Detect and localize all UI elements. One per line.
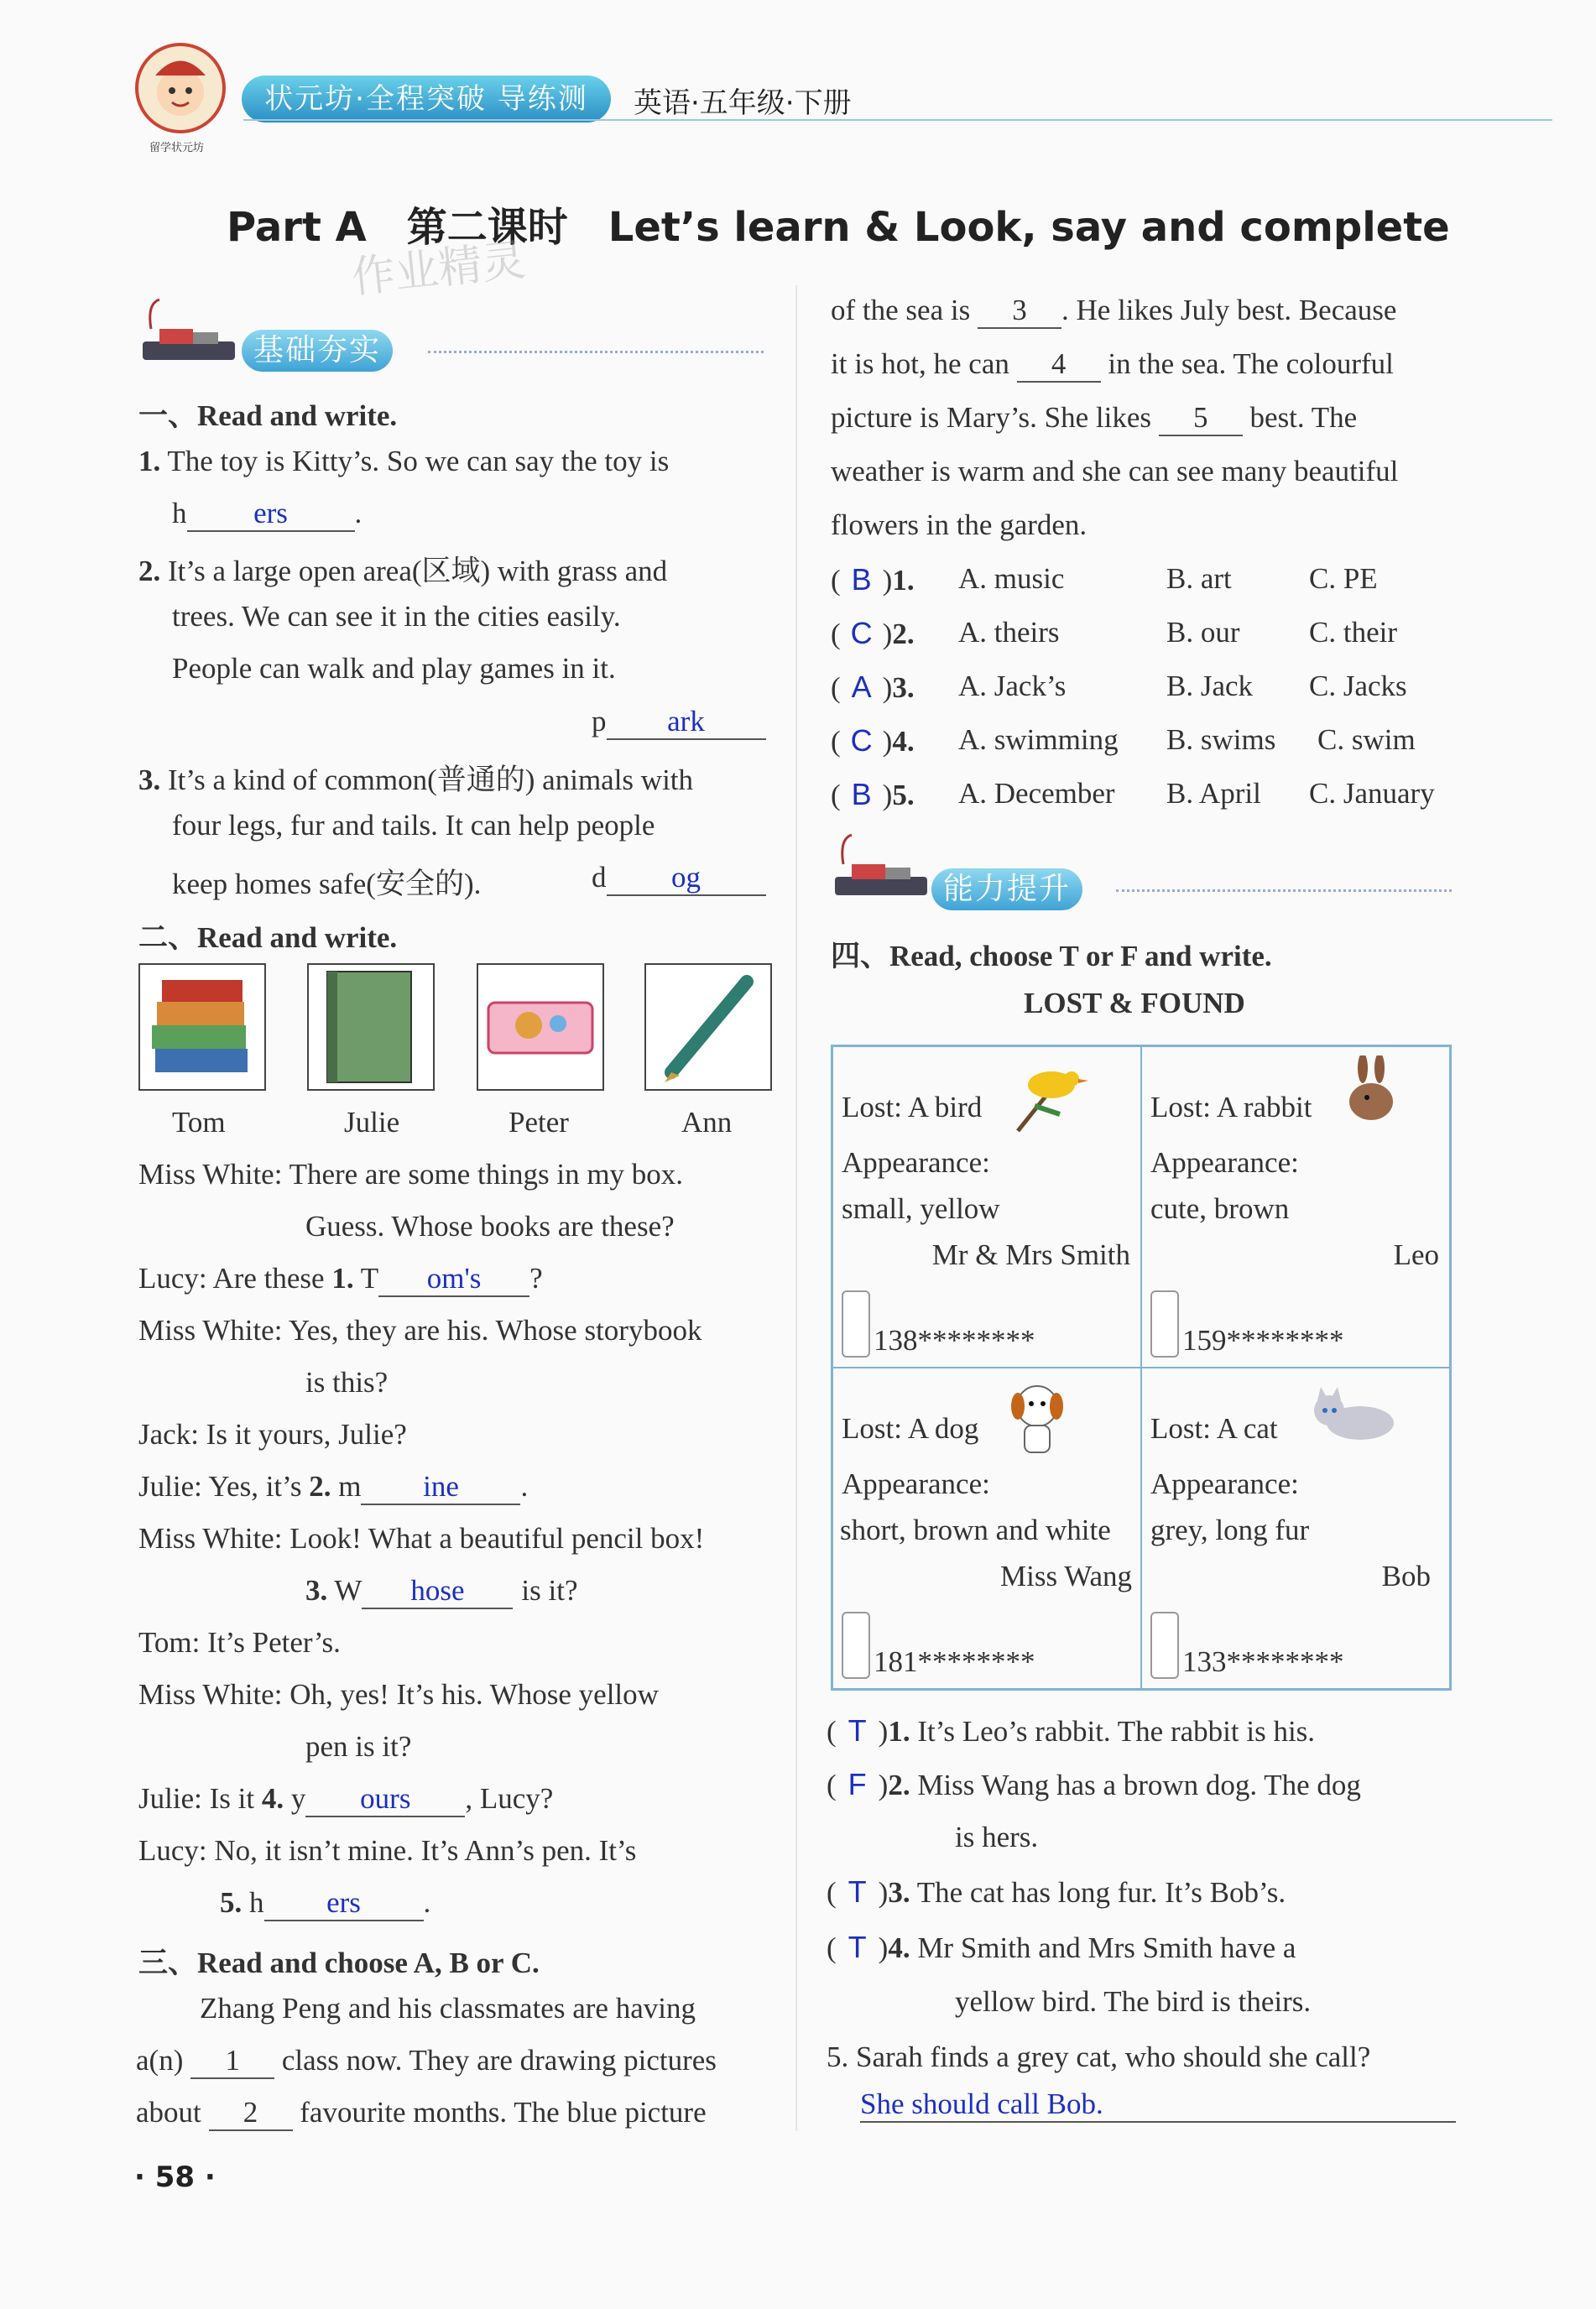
passage-blank: 2: [209, 2097, 293, 2131]
letter-hint: m: [331, 1470, 362, 1503]
choice-row: [831, 723, 915, 758]
paren-open: (: [831, 671, 841, 704]
dialogue-line: [305, 1574, 577, 1609]
passage-line: [831, 347, 1394, 383]
letter-hint: W: [327, 1574, 362, 1607]
question-number: 5.: [220, 1886, 243, 1919]
letter-hint: h: [172, 497, 187, 529]
card-description: short, brown and white: [840, 1514, 1111, 1546]
question-number: 1.: [331, 1262, 354, 1295]
answer-blank[interactable]: hose: [362, 1575, 513, 1609]
subject-label: 英语·五年级·下册: [634, 86, 852, 120]
question-number: 3.: [138, 764, 161, 796]
section-3-heading: 三、Read and choose A, B or C.: [138, 1947, 540, 1979]
column-divider: [795, 285, 797, 2131]
rabbit-icon: [1333, 1055, 1409, 1139]
passage-text: class now. They are drawing pictures: [281, 2044, 717, 2077]
passage-line: [136, 2096, 707, 2131]
statement-text: Miss Wang has a brown dog. The dog: [917, 1769, 1361, 1801]
punctuation: .: [354, 497, 362, 529]
card-phone: [1150, 1290, 1344, 1358]
section-2-heading: 二、Read and write.: [138, 921, 398, 954]
paren-close: ): [882, 725, 893, 758]
question-number: 4.: [892, 725, 915, 758]
card-phone: [842, 1612, 1035, 1679]
passage-text: . He likes July best. Because: [1061, 294, 1397, 326]
tf-answer[interactable]: T: [848, 1713, 867, 1748]
passage-line: Zhang Peng and his classmates are having: [200, 1992, 696, 2025]
passage-blank: 1: [190, 2045, 274, 2079]
speaker-text: , Lucy?: [465, 1782, 554, 1815]
answer-blank[interactable]: ers: [264, 1887, 424, 1921]
section-badge-ability: 能力提升: [931, 868, 1082, 910]
choice-a: A. theirs: [958, 616, 1060, 649]
choice-c: C. swim: [1317, 723, 1416, 756]
passage-line: flowers in the garden.: [831, 508, 1087, 541]
statement-text: It’s Leo’s rabbit. The rabbit is his.: [917, 1715, 1316, 1748]
name-peter: Peter: [509, 1106, 569, 1139]
letter-hint: T: [353, 1262, 379, 1295]
question-number: 2.: [892, 618, 915, 650]
pen-image: [644, 963, 772, 1091]
passage-text: favourite months. The blue picture: [300, 2096, 707, 2129]
choice-answer[interactable]: C: [850, 723, 873, 758]
speaker-text: is it?: [521, 1574, 578, 1607]
answer-blank[interactable]: ers: [187, 498, 355, 532]
answer-line-3: [592, 861, 766, 896]
question-2: [138, 548, 667, 590]
answer-line-1: [172, 497, 362, 532]
question-text: It’s a large open area(区域) with grass and: [168, 555, 668, 587]
question-text: trees. We can see it in the cities easily.: [172, 600, 621, 633]
question-text: People can walk and play games in it.: [172, 652, 616, 685]
choice-b: B. April: [1166, 777, 1261, 810]
letter-hint: p: [592, 705, 607, 738]
card-owner: Miss Wang: [1000, 1560, 1132, 1592]
pencil-box-image: [477, 963, 604, 1091]
phone-number: 133********: [1182, 1645, 1344, 1678]
punctuation: ?: [529, 1262, 543, 1295]
paren-open: (: [831, 779, 841, 811]
name-ann: Ann: [681, 1106, 733, 1139]
letter-hint: d: [592, 861, 607, 894]
card-description: small, yellow: [842, 1192, 1000, 1225]
choice-answer[interactable]: C: [850, 616, 873, 650]
question-number: 4.: [888, 1931, 910, 1964]
passage-text: a(n): [136, 2044, 184, 2077]
paren-close: ): [882, 564, 893, 597]
cat-icon: [1297, 1377, 1406, 1457]
speaker-text: Julie: Yes, it’s: [138, 1470, 310, 1503]
answer-blank[interactable]: ours: [305, 1783, 465, 1817]
page-number: · 58 ·: [134, 2160, 216, 2194]
dialogue-line: Miss White: There are some things in my box.: [138, 1158, 684, 1191]
answer-blank[interactable]: ine: [361, 1471, 520, 1505]
name-tom: Tom: [172, 1106, 226, 1139]
dialogue-line: Miss White: Look! What a beautiful pencil box!: [138, 1522, 705, 1555]
question-number: 2.: [138, 555, 161, 587]
dialogue-line: [138, 1782, 553, 1817]
card-rabbit: [1141, 1046, 1451, 1368]
dialogue-line: Jack: Is it yours, Julie?: [138, 1418, 407, 1451]
card-appearance-label: Appearance:: [842, 1146, 990, 1179]
question-number: 5.: [892, 779, 915, 811]
header-rule: [243, 119, 1552, 121]
card-lost: Lost: A bird: [842, 1091, 983, 1123]
choice-answer[interactable]: B: [851, 562, 872, 597]
dialogue-line: [138, 1262, 543, 1297]
question-number: 1.: [888, 1715, 910, 1748]
paren-open: (: [831, 725, 841, 758]
dialogue-line: Tom: It’s Peter’s.: [138, 1626, 341, 1659]
choice-a: A. swimming: [958, 723, 1119, 756]
phone-icon: [1150, 1290, 1179, 1358]
choice-b: B. Jack: [1166, 670, 1254, 702]
statement-text: The cat has long fur. It’s Bob’s.: [916, 1876, 1286, 1909]
passage-line: [831, 294, 1396, 329]
card-appearance-label: Appearance:: [1150, 1467, 1299, 1500]
punctuation: .: [423, 1886, 431, 1919]
question-5: 5. Sarah finds a grey cat, who should she call?: [827, 2041, 1371, 2073]
dialogue-line: Miss White: Oh, yes! It’s his. Whose yellow: [138, 1678, 659, 1711]
section-1-heading: 一、Read and write.: [138, 399, 398, 432]
tf-statement: ( T )3. The cat has long fur. It’s Bob’s.: [827, 1874, 1286, 1909]
card-description: grey, long fur: [1150, 1514, 1310, 1546]
storybook-image: [307, 963, 435, 1091]
card-bird: [832, 1046, 1142, 1368]
section-divider: [1116, 889, 1452, 892]
phone-number: 138********: [874, 1324, 1035, 1357]
question-number: 2.: [888, 1769, 910, 1801]
bird-icon: [1001, 1055, 1093, 1139]
page-number-value: 58: [154, 2160, 196, 2194]
books-image: [138, 963, 266, 1091]
answer-line-2: [592, 705, 766, 740]
table-title: LOST & FOUND: [1024, 987, 1245, 1019]
logo: [134, 42, 227, 134]
choice-c: C. January: [1309, 777, 1435, 810]
passage-text: it is hot, he can: [831, 347, 1009, 380]
passage-blank: 5: [1159, 402, 1243, 436]
pencil-icon: [827, 831, 936, 910]
dialogue-line: [138, 1470, 528, 1505]
question-number: 3.: [305, 1574, 328, 1607]
question-text: It’s a kind of common(普通的) animals with: [168, 764, 694, 796]
phone-number: 159********: [1182, 1324, 1344, 1357]
passage-text: best. The: [1249, 401, 1358, 434]
card-phone: [842, 1290, 1035, 1358]
choice-c: C. their: [1309, 616, 1397, 649]
card-dog: [832, 1368, 1142, 1690]
question-3: [138, 757, 693, 799]
question-text: four legs, fur and tails. It can help people: [172, 809, 655, 842]
passage-line: [831, 401, 1357, 436]
card-lost: Lost: A cat: [1150, 1412, 1278, 1445]
tf-answer[interactable]: T: [848, 1930, 867, 1964]
choice-answer[interactable]: B: [851, 777, 872, 811]
choice-answer[interactable]: A: [851, 670, 872, 704]
choice-b: B. art: [1166, 562, 1232, 595]
paren-close: ): [882, 618, 893, 650]
phone-number: 181********: [874, 1645, 1035, 1678]
phone-icon: [842, 1612, 870, 1679]
tf-statement: ( F )2. Miss Wang has a brown dog. The dog: [827, 1767, 1361, 1801]
dialogue-line: [220, 1886, 430, 1921]
question-number: 3.: [888, 1876, 910, 1909]
answer-blank[interactable]: om's: [378, 1263, 529, 1297]
dialogue-line: Miss White: Yes, they are his. Whose storybook: [138, 1314, 702, 1347]
passage-line: weather is warm and she can see many beautiful: [831, 455, 1399, 487]
pencil-icon: [134, 295, 243, 375]
question-number: 3.: [892, 671, 915, 704]
passage-text: of the sea is: [831, 294, 971, 326]
phone-icon: [842, 1290, 870, 1358]
choice-a: A. December: [958, 777, 1115, 810]
passage-text: picture is Mary’s. She likes: [831, 401, 1152, 434]
choice-c: C. Jacks: [1309, 670, 1407, 702]
statement-text: yellow bird. The bird is theirs.: [955, 1985, 1312, 2018]
speaker-text: Julie: Is it: [138, 1782, 262, 1815]
card-cat: [1141, 1368, 1451, 1690]
dialogue-line: pen is it?: [305, 1730, 412, 1763]
card-appearance-label: Appearance:: [1150, 1146, 1299, 1179]
section-4-heading: 四、Read, choose T or F and write.: [831, 940, 1272, 972]
statement-text: Mr Smith and Mrs Smith have a: [917, 1931, 1296, 1964]
dialogue-line: Guess. Whose books are these?: [305, 1210, 675, 1243]
section-divider: [428, 351, 764, 353]
question-text: The toy is Kitty’s. So we can say the toy is: [167, 445, 670, 477]
watermark: 作业精灵: [349, 235, 529, 304]
choice-b: B. swims: [1166, 723, 1276, 756]
choice-b: B. our: [1166, 616, 1240, 649]
choice-row: [831, 562, 915, 597]
brand-banner: 状元坊·全程突破 导练测: [242, 76, 611, 122]
page-title: Part A 第二课时 Let’s learn & Look, say and complete: [227, 204, 1450, 251]
tf-answer[interactable]: F: [848, 1767, 867, 1801]
answer-blank[interactable]: ark: [607, 706, 766, 740]
passage-text: in the sea. The colourful: [1108, 347, 1394, 380]
paren-close: ): [882, 779, 893, 811]
tf-statement: ( T )4. Mr Smith and Mrs Smith have a: [827, 1930, 1296, 1964]
paren-close: ): [882, 671, 893, 704]
passage-text: about: [136, 2096, 201, 2129]
card-owner: Mr & Mrs Smith: [931, 1238, 1130, 1271]
tf-statement: ( T )1. It’s Leo’s rabbit. The rabbit is his.: [827, 1713, 1316, 1748]
choice-row: [831, 616, 915, 651]
name-julie: Julie: [344, 1106, 400, 1139]
choice-c: C. PE: [1309, 562, 1378, 595]
written-answer[interactable]: She should call Bob.: [860, 2087, 1456, 2123]
question-1: [138, 445, 768, 478]
answer-blank[interactable]: og: [607, 862, 766, 896]
choice-row: [831, 670, 915, 705]
question-number: 1.: [892, 564, 915, 597]
card-lost: Lost: A rabbit: [1150, 1091, 1312, 1123]
punctuation: .: [520, 1470, 529, 1503]
card-lost: Lost: A dog: [842, 1412, 979, 1445]
phone-icon: [1150, 1612, 1179, 1679]
card-phone: [1150, 1612, 1344, 1679]
letter-hint: y: [284, 1782, 306, 1815]
passage-line: [136, 2044, 717, 2079]
question-text: keep homes safe(安全的).: [172, 868, 482, 900]
passage-blank: 3: [978, 294, 1061, 329]
question-number: 4.: [261, 1782, 284, 1815]
paren-open: (: [831, 618, 841, 650]
card-appearance-label: Appearance:: [842, 1467, 990, 1500]
logo-caption: 留学状元坊: [149, 142, 205, 154]
card-owner: Leo: [1393, 1238, 1439, 1271]
card-description: cute, brown: [1150, 1192, 1290, 1225]
tf-answer[interactable]: T: [848, 1874, 867, 1909]
letter-hint: h: [242, 1886, 264, 1919]
paren-open: (: [831, 564, 841, 597]
dialogue-line: is this?: [305, 1366, 389, 1399]
card-owner: Bob: [1381, 1560, 1431, 1592]
question-number: 2.: [309, 1470, 331, 1503]
choice-a: A. music: [958, 562, 1065, 595]
choice-row: [831, 777, 915, 812]
dialogue-line: Lucy: No, it isn’t mine. It’s Ann’s pen. It’s: [138, 1834, 637, 1867]
question-number: 1.: [138, 445, 161, 477]
choice-a: A. Jack’s: [958, 670, 1067, 702]
passage-blank: 4: [1017, 348, 1101, 383]
speaker-text: Lucy: Are these: [138, 1262, 332, 1295]
dog-icon: [999, 1377, 1075, 1461]
section-badge-basic: 基础夯实: [242, 330, 393, 372]
lost-found-table: [831, 1045, 1452, 1691]
statement-text: is hers.: [955, 1821, 1039, 1853]
